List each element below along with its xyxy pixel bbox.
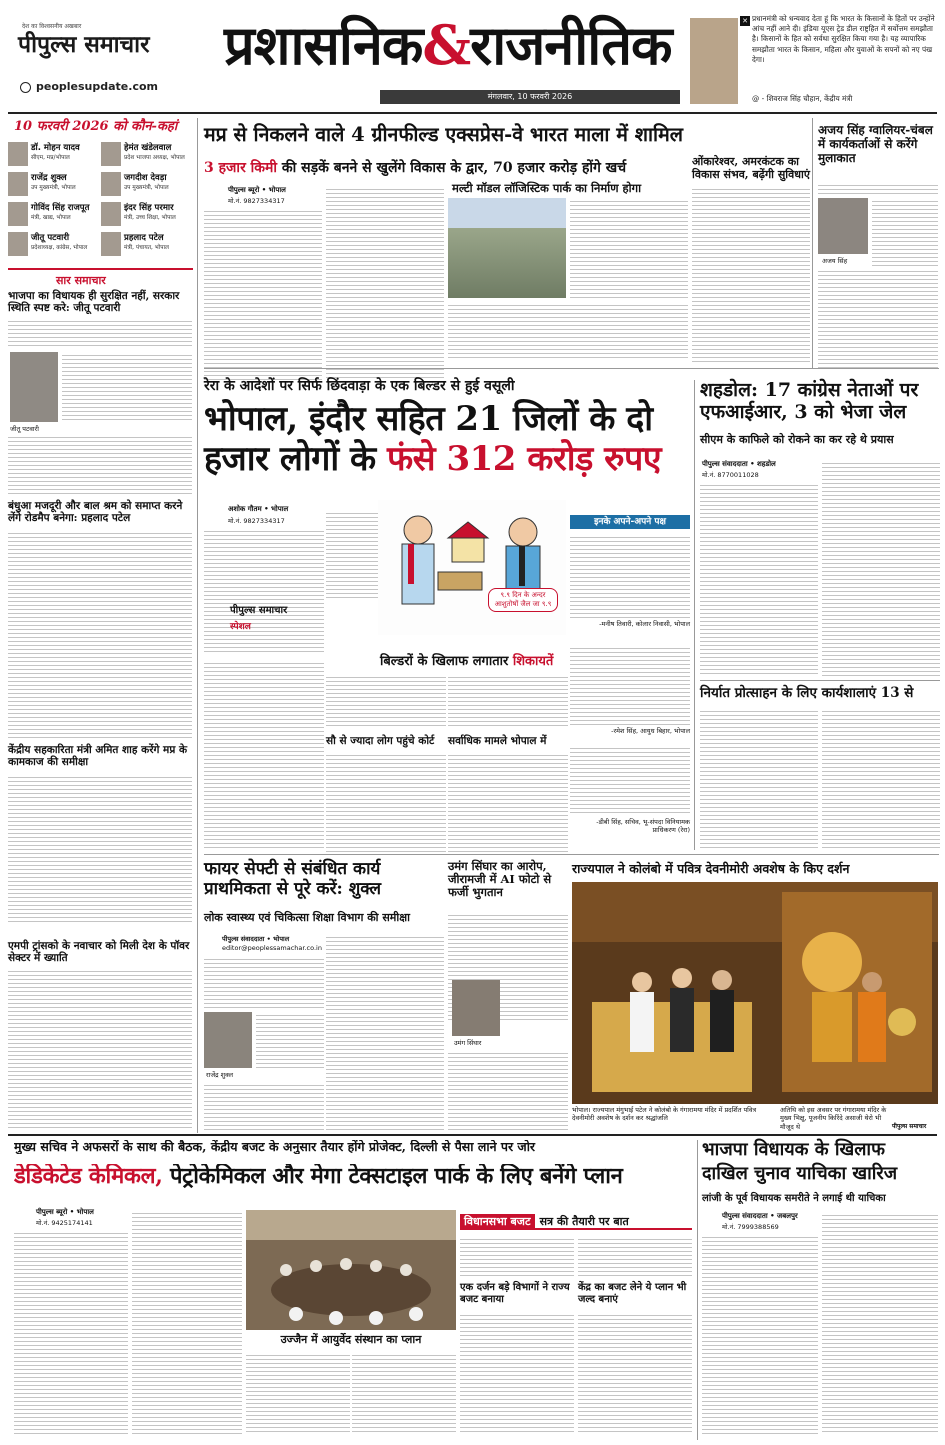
person-role: मंत्री, उच्च शिक्षा, भोपाल: [124, 215, 176, 221]
rule-2: [204, 854, 939, 855]
col-divider-bjp: [697, 1140, 698, 1440]
person-name: गोविंद सिंह राजपूत: [31, 203, 90, 213]
ajay-head: अजय सिंह ग्वालियर-चंबल में कार्यकर्ताओं से करेंगे मुलाकात: [818, 123, 933, 165]
section-title: [224, 14, 671, 76]
ujjain-head: उज्जैन में आयुर्वेद संस्थान का प्लान: [280, 1333, 422, 1346]
logistics-head: मल्टी मॉडल लॉजिस्टिक पार्क का निर्माण होगा: [452, 181, 642, 195]
ujjain-body-1: [246, 1352, 350, 1434]
kaun-kahan-person: [8, 232, 100, 258]
ek-darjan-head: एक दर्जन बड़े विभागों ने राज्य बजट बनाया: [460, 1282, 570, 1305]
rera-head-1: भोपाल, इंदौर सहित 21 जिलों के दो: [204, 399, 653, 439]
person-text: [31, 172, 76, 191]
pakhsh-body: [570, 534, 690, 618]
kendra-body: [578, 1312, 692, 1434]
ek-darjan-body: [460, 1312, 574, 1434]
rera-byline: अशोक गौतम • भोपाल: [228, 505, 289, 513]
person-name: जगदीश देवड़ा: [124, 173, 167, 183]
person-photo: [8, 172, 28, 196]
person-photo: [101, 202, 121, 226]
saar-body-1c: [8, 434, 192, 494]
person-text: [124, 202, 176, 221]
bjp-col-1: [702, 1234, 818, 1434]
expressway-sub-red: 3 हजार किमी: [204, 160, 278, 176]
quote-credit: @ - शिवराज सिंह चौहान, केंद्रीय मंत्री: [752, 94, 853, 103]
shikayat-body-2: [448, 674, 568, 726]
expressway-col-2: [326, 186, 444, 380]
pakhsh-q1: -मनीष तिवारी, कोलार निवासी, भोपाल: [599, 620, 690, 628]
fire-col-1b: [256, 1012, 324, 1068]
mukhya-col-2: [132, 1210, 242, 1435]
rera-head-2: [204, 440, 661, 479]
ajay-caption: अजय सिंह: [822, 257, 848, 265]
quote-box: [740, 14, 936, 104]
saar-body-3: [8, 774, 192, 924]
fire-byline: पीपुल्स संवाददाता • भोपाल: [222, 935, 290, 943]
kaun-kahan-person: [8, 202, 100, 228]
fire-col-2: [326, 934, 444, 1130]
fire-sub: लोक स्वास्थ्य एवं चिकित्सा शिक्षा विभाग की समीक्षा: [204, 911, 410, 924]
saar-body-1b: [62, 352, 192, 422]
shahdol-phone: मो.नं. 8770011028: [702, 471, 759, 479]
brand-logo: पीपुल्स समाचार: [18, 31, 150, 58]
kaun-kahan-person: [101, 202, 193, 228]
expressway-col-1: [204, 208, 322, 380]
person-photo: [8, 232, 28, 256]
masthead: [0, 0, 945, 110]
person-name: राजेंद्र शुक्ल: [31, 173, 67, 183]
omkareshwar-body: [692, 186, 810, 364]
umang-body-2: [448, 1050, 568, 1130]
ujjain-body-2: [352, 1352, 456, 1434]
bjp-phone: मो.नं. 7999388569: [722, 1223, 779, 1231]
person-name: इंदर सिंह परमार: [124, 203, 174, 213]
pakhsh-q3: -डीबी सिंह, सचिव, भू-संपदा विनियामक प्राधिकरण (रेरा): [596, 818, 690, 835]
vidhansabha-body-2: [578, 1236, 692, 1276]
cartoon: [378, 500, 566, 635]
expressway-col-4: [448, 302, 688, 360]
cartoon-bubble: ९.९ दिन के अन्दर आशुतोषों जैल जा ९.९: [488, 588, 558, 612]
pakhsh-q2: -रमेश सिंह, आयुध बिहार, भोपाल: [611, 727, 690, 735]
special-tag: स्पेशल: [230, 621, 251, 632]
omkareshwar-head: ओंकारेश्वर, अमरकंटक का विकास संभव, बढ़ेंगी सुविधाएं: [692, 155, 810, 182]
rajyapal-caption-a: भोपाल। राज्यपाल मंगुभाई पटेल ने कोलंबो के गंगारामया मंदिर में प्रदर्शित पवित्र देवनीमोरी अवशेष के दर्शन कर श्रद्धांजलि: [572, 1106, 757, 1123]
saar-label: सार समाचार: [56, 274, 106, 287]
rule-3: [8, 1134, 937, 1136]
bhopal-cases-body: [448, 752, 568, 852]
shahdol-sub: सीएम के काफिले को रोकने का कर रहे थे प्रयास: [700, 433, 894, 446]
person-name: प्रहलाद पटेल: [124, 233, 164, 243]
bjp-head-1: भाजपा विधायक के खिलाफ: [702, 1139, 885, 1160]
rajyapal-credit: पीपुल्स समाचार: [892, 1123, 927, 1130]
expressway-phone: मो.नं. 9827334317: [228, 197, 285, 205]
section-title-a: प्रशासनिक: [224, 13, 423, 77]
rajyapal-caption-b: अतिथि को इस अवसर पर गंगारामया मंदिर के मुख्य भिक्षु, पूजनीय किरिंदे असाजी थेरो भी मौजूद थे: [780, 1106, 887, 1131]
quote-text: प्रधानमंत्री को धन्यवाद देता हूं कि भारत के किसानों के हितों पर उन्होंने आंच नहीं आने दी। इंडिया यूएस ट्रेड डील राष्ट्रहित में सर्वोत्तम समझौता है। किसानों के हित को सर्वथा सुरक्षित किया गया है। यह व्यापारिक समझौता भारत के किसान, महिला और युवाओं के सपनों को नए पंख देगा।: [752, 14, 935, 64]
person-text: [31, 202, 89, 221]
person-photo: [8, 202, 28, 226]
person-role: सीएम, मप्र/भोपाल: [31, 155, 70, 161]
vidhansabha-body-1: [460, 1236, 574, 1276]
person-photo: [8, 142, 28, 166]
vidhansabha-rest: सत्र की तैयारी पर बात: [539, 1215, 629, 1228]
bjp-byline: पीपुल्स संवाददाता • जबलपुर: [722, 1212, 798, 1220]
shikayat-red: शिकायतें: [512, 654, 554, 669]
mukhya-head-rest: पेट्रोकेमिकल और मेगा टेक्सटाइल पार्क के लिए बनेंगे प्लान: [169, 1164, 623, 1189]
kaun-kahan-title: 10 फरवरी 2026 को कौन-कहां: [14, 119, 178, 134]
kaun-kahan-box: [8, 118, 193, 263]
person-role: उप मुख्यमंत्री, भोपाल: [31, 185, 76, 191]
expressway-col-3: [570, 198, 688, 298]
patwari-photo: [10, 352, 58, 422]
kaun-kahan-person: [8, 142, 100, 168]
saar-head-2: बंधुआ मजदूरी और बाल श्रम को समाप्त करने लेंगे रोडमैप बनेगा: प्रहलाद पटेल: [8, 500, 183, 525]
website[interactable]: peoplesupdate.com: [36, 80, 158, 93]
mukhya-byline: पीपुल्स ब्यूरो • भोपाल: [36, 1208, 94, 1216]
mukhya-phone: मो.नं. 9425174141: [36, 1219, 93, 1227]
expressway-byline: पीपुल्स ब्यूरो • भोपाल: [228, 186, 286, 194]
mukhya-kicker: मुख्य सचिव ने अफसरों के साथ की बैठक, केंद्रीय बजट के अनुसार तैयार होंगे प्रोजेक्ट, दिल्ली से पैसा लाने पर जोर: [14, 1140, 536, 1154]
saar-body-4: [8, 968, 192, 1128]
saar-header: [8, 268, 193, 286]
umang-photo: [452, 980, 500, 1036]
niryat-head: निर्यात प्रोत्साहन के लिए कार्यशालाएं 13 से: [700, 685, 914, 701]
person-photo: [101, 172, 121, 196]
rera-head-red: फंसे 312 करोड़ रुपए: [386, 439, 662, 479]
bhopal-cases-head: सर्वाधिक मामले भोपाल में: [448, 735, 547, 747]
person-role: मंत्री, पंचायत, भोपाल: [124, 245, 169, 251]
saar-head-3: केंद्रीय सहकारिता मंत्री अमित शाह करेंगे मप्र के कामकाज की समीक्षा: [8, 744, 188, 769]
person-role: उप मुख्यमंत्री, भोपाल: [124, 185, 169, 191]
pakhsh-body-3: [570, 745, 690, 815]
section-title-b: राजनीतिक: [470, 13, 672, 77]
fire-head: फायर सेफ्टी से संबंधित कार्य प्राथमिकता से पूरे करें: शुक्ल: [204, 859, 382, 899]
shahdol-head: शहडोल: 17 कांग्रेस नेताओं पर एफआईआर, 3 को भेजा जेल: [700, 379, 919, 423]
mukhya-col-1: [14, 1230, 128, 1435]
rera-col-1b: [204, 660, 324, 850]
shikayat-body-1: [326, 674, 446, 726]
globe-icon: [20, 82, 31, 93]
person-text: [31, 142, 80, 161]
person-photo: [101, 232, 121, 256]
rera-phone: मो.नं. 9827334317: [228, 517, 285, 525]
x-icon: ✕: [740, 16, 750, 26]
rera-kicker: रेरा के आदेशों पर सिर्फ छिंदवाड़ा के एक बिल्डर से हुई वसूली: [204, 378, 515, 394]
person-name: जीतू पटवारी: [31, 233, 70, 243]
expressway-photo: [448, 198, 566, 298]
ajay-body-1: [818, 182, 938, 194]
pakhsh-body-2: [570, 645, 690, 725]
shukla-photo: [204, 1012, 252, 1068]
person-text: [124, 172, 169, 191]
person-photo: [101, 142, 121, 166]
kaun-kahan-person: [8, 172, 100, 198]
vidhansabha-red: विधानसभा बजट: [460, 1214, 535, 1229]
col-divider-right: [812, 118, 813, 368]
person-role: प्रदेशाध्यक्ष, कांग्रेस, भोपाल: [31, 245, 88, 251]
rera-col-1: [204, 528, 324, 654]
fire-col-1: [204, 956, 324, 1008]
fire-email[interactable]: editor@peoplessamachar.co.in: [222, 944, 322, 952]
mukhya-head: [14, 1164, 694, 1189]
person-text: [31, 232, 87, 251]
expressway-headline: मप्र से निकलने वाले 4 ग्रीनफील्ड एक्सप्रेस-वे भारत माला में शामिल: [204, 123, 683, 146]
date-bar: [380, 90, 680, 104]
expressway-sub: [204, 160, 626, 176]
rajyapal-head: राज्यपाल ने कोलंबो में पवित्र देवनीमोरी अवशेष के किए दर्शन: [572, 861, 850, 876]
date: मंगलवार, 10 फरवरी 2026: [487, 92, 573, 101]
pakhsh-tag: इनके अपने-अपने पक्ष: [570, 515, 690, 529]
ajay-body-2: [872, 198, 938, 266]
person-text: [124, 142, 185, 161]
shahdol-col-2: [822, 460, 940, 677]
kaun-kahan-person: [101, 172, 193, 198]
umang-head: उमंग सिंघार का आरोप, जीरामजी में AI फोटो से फर्जी भुगतान: [448, 859, 552, 900]
person-name: हेमंत खंडेलवाल: [124, 143, 172, 153]
special-label: [230, 605, 320, 632]
patwari-caption: जीतू पटवारी: [10, 425, 39, 433]
mukhya-head-red: डेडिकेटेड केमिकल,: [14, 1164, 163, 1189]
saar-head-4: एमपी ट्रांसको के नवाचार को मिली देश के पॉवर सेक्टर में ख्याति: [8, 940, 190, 965]
person-role: मंत्री, खाद्य, भोपाल: [31, 215, 71, 221]
shikayat-black: बिल्डरों के खिलाफ लगातार: [380, 654, 509, 669]
shukla-caption: राजेंद्र शुक्ल: [206, 1071, 234, 1079]
section-amp: &: [422, 13, 471, 77]
shahdol-col-1: [700, 482, 818, 677]
rajyapal-photo: [572, 882, 938, 1104]
kaun-kahan-grid: [8, 142, 193, 258]
expressway-sub-rest: की सड़कें बनने से खुलेंगे विकास के द्वार, 70 हजार करोड़ होंगे खर्च: [281, 160, 627, 176]
court-body: [326, 752, 446, 852]
ajay-body-3: [818, 268, 938, 368]
kendra-head: केंद्र का बजट लेने ये प्लान भी जल्द बनाएं: [578, 1282, 687, 1305]
masthead-rule: [8, 112, 937, 114]
niryat-col-2: [822, 708, 940, 850]
rule-niryat: [700, 680, 940, 681]
saar-body-2: [8, 530, 192, 738]
umang-caption: उमंग सिंघार: [454, 1039, 482, 1047]
bjp-sub: लांजी के पूर्व विधायक समरीते ने लगाई थी याचिका: [702, 1193, 886, 1204]
meeting-photo: [246, 1210, 456, 1330]
left-divider: [197, 118, 198, 1133]
bjp-head-2: दाखिल चुनाव याचिका खारिज: [702, 1163, 898, 1184]
vidhansabha-head: [460, 1210, 692, 1230]
ajay-photo: [818, 198, 868, 254]
rera-head-2-black: हजार लोगों के: [204, 439, 376, 479]
saar-body-1: [8, 318, 192, 348]
shahdol-byline: पीपुल्स संवाददाता • शहडोल: [702, 460, 776, 468]
shikayat-head: [380, 655, 553, 670]
fire-col-1c: [204, 1082, 324, 1130]
kaun-kahan-person: [101, 232, 193, 258]
court-head: सौ से ज्यादा लोग पहुंचे कोर्ट: [326, 735, 435, 747]
rule-1: [204, 368, 939, 369]
special-brand: पीपुल्स समाचार: [230, 605, 288, 616]
person-name: डॉ. मोहन यादव: [31, 143, 80, 153]
bjp-col-2: [822, 1212, 938, 1434]
person-text: [124, 232, 169, 251]
col-divider-shahdol: [694, 380, 695, 850]
brand-small: देश का विश्वसनीय अखबार: [22, 23, 82, 30]
kaun-kahan-person: [101, 142, 193, 168]
niryat-col-1: [700, 708, 818, 850]
saar-head-1: भाजपा का विधायक ही सुरक्षित नहीं, सरकार स्थिति स्पष्ट करे: जीतू पटवारी: [8, 290, 180, 315]
person-role: प्रदेश भाजपा अध्यक्ष, भोपाल: [124, 155, 185, 161]
quote-photo: [690, 18, 738, 104]
